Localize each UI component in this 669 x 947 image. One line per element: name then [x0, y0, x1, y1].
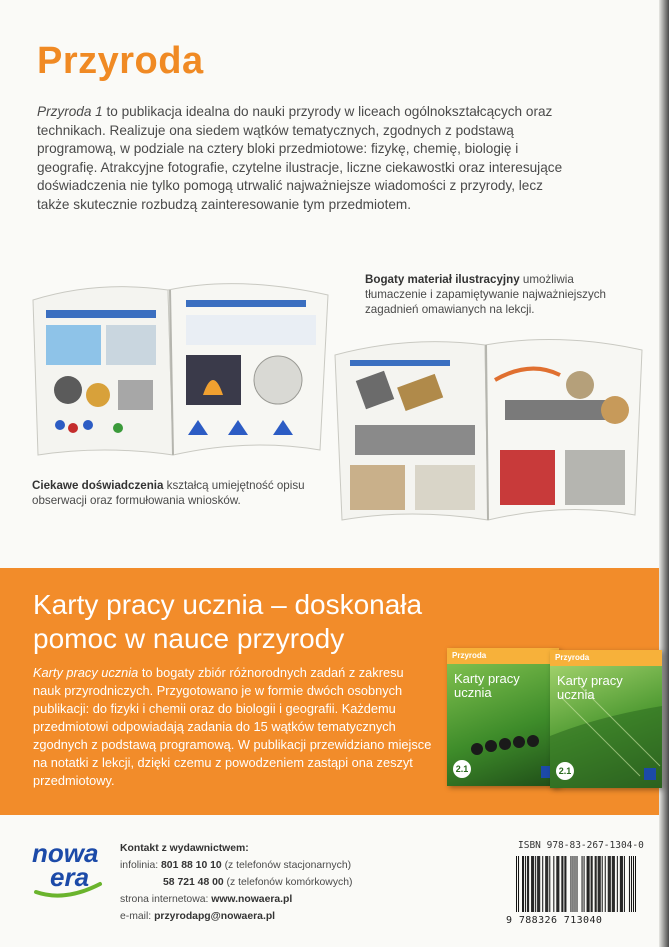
caption-illustrations-bold: Bogaty materiał ilustracyjny — [365, 273, 520, 286]
barcode-bar — [633, 856, 634, 912]
intro-italic-title: Przyroda 1 — [37, 104, 103, 119]
contact-phone-mobile: 58 721 48 00 (z telefonów komórkowych) — [163, 877, 353, 888]
barcode-bar — [602, 856, 603, 912]
barcode-bar — [605, 856, 606, 912]
barcode-bar — [621, 856, 622, 912]
barcode-bar — [598, 856, 599, 912]
contact-phone-landline: infolinia: 801 88 10 10 (z telefonów stacjonarnych) — [120, 860, 352, 871]
barcode-bar — [614, 856, 615, 912]
textbook-spread-right-image — [330, 330, 650, 525]
barcode-bar — [539, 856, 540, 912]
logo-word-nowa: nowa — [32, 838, 99, 868]
barcode-bar — [523, 856, 524, 912]
barcode-bar — [584, 856, 585, 912]
barcode-bar — [587, 856, 588, 912]
phone-landline: 801 88 10 10 — [161, 860, 222, 871]
barcode-bar — [577, 856, 578, 912]
barcode-bar — [635, 856, 636, 912]
barcode-bar — [542, 856, 543, 912]
isbn-number: ISBN 978-83-267-1304-0 — [518, 840, 644, 851]
barcode-bar — [574, 856, 575, 912]
barcode-bar — [624, 856, 625, 912]
caption-illustrations — [365, 272, 635, 317]
barcode-bar — [595, 856, 596, 912]
barcode-bar — [610, 856, 611, 912]
barcode-bar — [600, 856, 601, 912]
phone-mobile: 58 721 48 00 — [163, 877, 224, 888]
barcode-bar — [629, 856, 630, 912]
barcode-bar — [596, 856, 597, 912]
barcode-bar — [591, 856, 592, 912]
barcode-bar — [561, 856, 562, 912]
logo-word-era: era — [50, 862, 90, 892]
barcode-bar — [549, 856, 550, 912]
workbook-cover-1 — [447, 648, 559, 786]
contact-website: strona internetowa: www.nowaera.pl — [120, 894, 293, 905]
barcode-bar — [558, 856, 559, 912]
barcode-bar — [599, 856, 600, 912]
barcode-bar — [545, 856, 546, 912]
barcode-bar — [528, 856, 529, 912]
caption-experiments-text: kształcą umiejętność opisu obserwacji oraz formułowania wniosków. — [32, 479, 305, 507]
email-link[interactable]: przyrodapg@nowaera.pl — [154, 911, 276, 922]
barcode-bar — [556, 856, 557, 912]
contact-email: e-mail: przyrodapg@nowaera.pl — [120, 911, 276, 922]
barcode-digits: 9 788326 713040 — [506, 915, 603, 926]
barcode-bar — [527, 856, 528, 912]
workbook-italic-title: Karty pracy ucznia — [33, 665, 139, 680]
page-edge-shadow — [659, 0, 669, 947]
workbook-description-text: to bogaty zbiór różnorodnych zadań z zakresu nauk przyrodniczych. Przygotowano je w formie dwóch osobnych publikacji: do fizyki i chemii oraz do biologii i geografii. Każdemu przedmiotowi odpowiadają zadania do 15 wątków tematycznych zgodnych z podstawą programową. W publikacji przewidziano miejsce na notatki z lekcji, dzięki czemu z powodzeniem zastąpi ona zeszyt przedmiotowy. — [33, 665, 432, 788]
barcode-bar — [516, 856, 517, 912]
barcode-bar — [537, 856, 538, 912]
barcode-bar — [588, 856, 589, 912]
barcode-bar — [592, 856, 593, 912]
barcode-bar — [533, 856, 534, 912]
barcode-bar — [531, 856, 532, 912]
workbook-number-badge: 2.1 — [556, 762, 574, 780]
barcode-bar — [535, 856, 536, 912]
barcode-bar — [608, 856, 609, 912]
barcode-bar — [532, 856, 533, 912]
barcode-bar — [557, 856, 558, 912]
barcode-bar — [553, 856, 554, 912]
barcode-bar — [582, 856, 583, 912]
nowa-era-logo — [30, 838, 108, 900]
barcode-bar — [620, 856, 621, 912]
barcode-bar — [572, 856, 573, 912]
workbook-title: Karty pracy ucznia — [557, 673, 623, 702]
website-link[interactable]: www.nowaera.pl — [211, 894, 293, 905]
caption-experiments — [32, 478, 312, 508]
intro-paragraph — [37, 103, 577, 215]
textbook-spread-left-image — [28, 270, 338, 460]
barcode-bar — [613, 856, 614, 912]
barcode-bar — [622, 856, 623, 912]
workbook-series-label: Przyroda — [550, 650, 662, 666]
caption-experiments-bold: Ciekawe doświadczenia — [32, 479, 164, 492]
barcode-bar — [565, 856, 566, 912]
barcode-bar — [631, 856, 632, 912]
publisher-mini-logo — [644, 768, 656, 780]
workbook-cover-2 — [550, 650, 662, 788]
barcode-bar — [564, 856, 565, 912]
barcode-bar — [617, 856, 618, 912]
barcode-bar — [518, 856, 519, 912]
barcode-bar — [547, 856, 548, 912]
barcode-bar — [538, 856, 539, 912]
barcode-bar — [546, 856, 547, 912]
barcode-bar — [609, 856, 610, 912]
barcode-bar — [570, 856, 571, 912]
barcode-bar — [589, 856, 590, 912]
isbn-barcode — [516, 856, 636, 914]
workbook-number-badge: 2.1 — [453, 760, 471, 778]
barcode-bar — [612, 856, 613, 912]
publisher-contact — [120, 840, 420, 925]
caption-illustrations-text: umożliwia tłumaczenie i zapamiętywanie najważniejszych zagadnień omawianych na lekcji. — [365, 273, 607, 316]
workbook-series-label: Przyroda — [447, 648, 559, 664]
intro-text: to publikacja idealna do nauki przyrody w liceach ogólnokształcących oraz technikach. Realizuje ona siedem wątków tematycznych, zgodnych z podstawą programową, w podziale na cztery bloki przedmiotowe: fizykę, chemię, biologię i geografię. Atrakcyjne fotografie, czytelne ilustracje, liczne ciekawostki oraz interesujące doświadczenia nie tylko pomogą utrwalić najważniejsze wiadomości z przyrody, lecz także skutecznie rozbudzą zainteresowanie tym przedmiotem. — [37, 104, 563, 212]
workbook-heading: Karty pracy ucznia – doskonała pomoc w nauce przyrody — [33, 589, 423, 654]
page-title: Przyroda — [37, 40, 204, 82]
barcode-bar — [562, 856, 563, 912]
barcode-bar — [525, 856, 526, 912]
barcode-bar — [522, 856, 523, 912]
workbook-title: Karty pracy ucznia — [454, 671, 520, 700]
contact-heading: Kontakt z wydawnictwem: — [120, 843, 249, 854]
workbook-description — [33, 664, 433, 790]
